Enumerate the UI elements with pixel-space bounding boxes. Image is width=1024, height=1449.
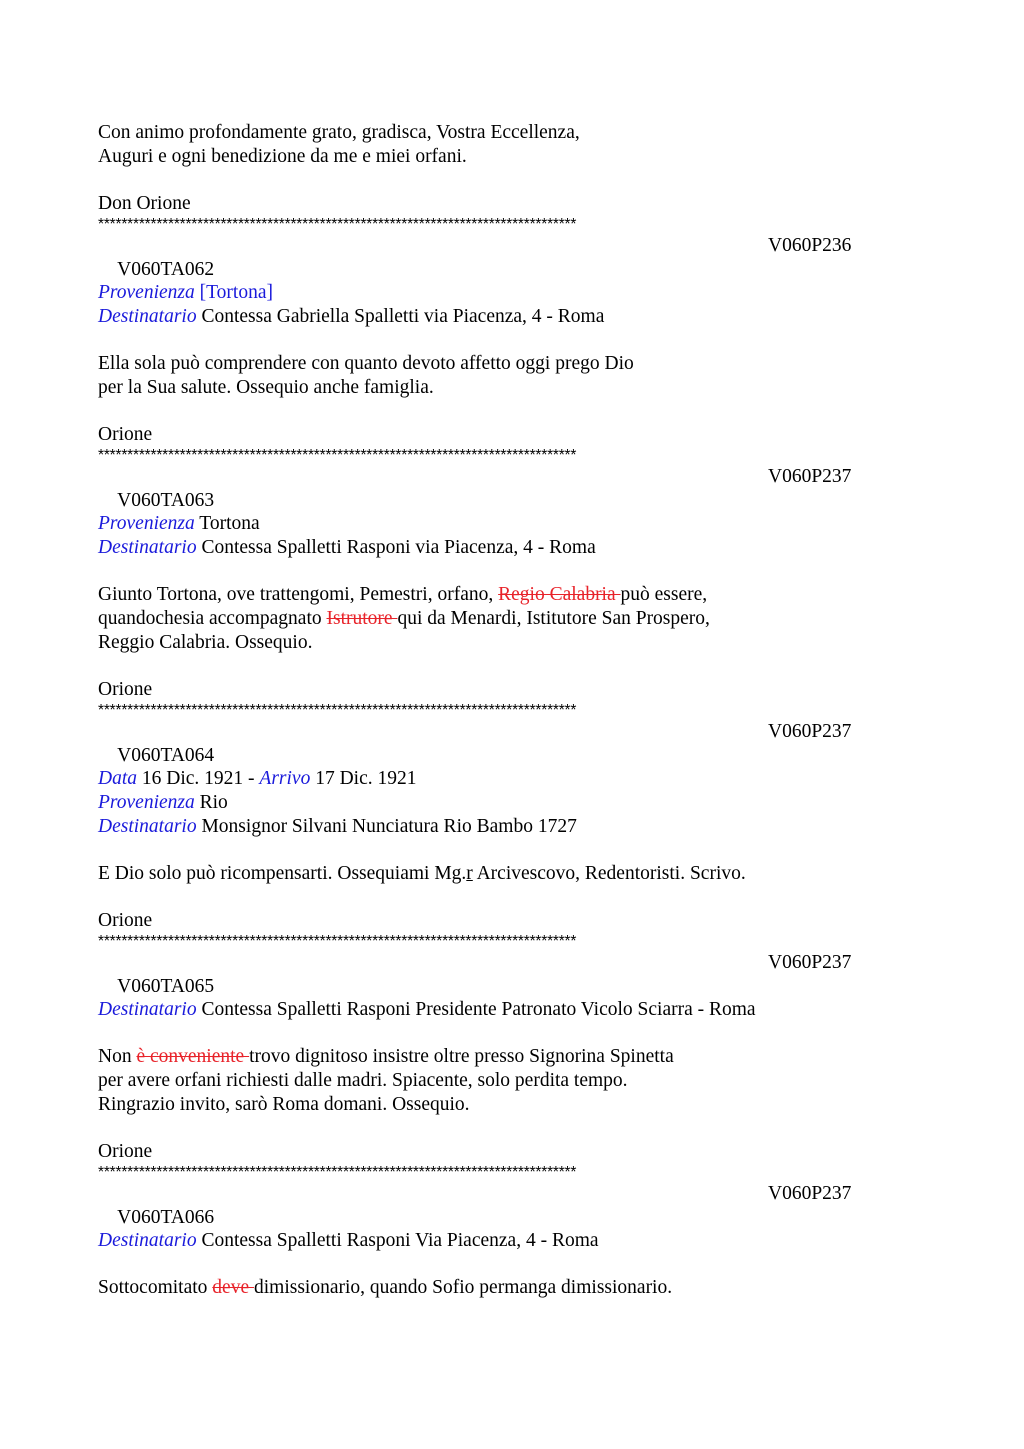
arrivo-value: 17 Dic. 1921 — [310, 768, 417, 789]
body-text: Sottocomitato — [98, 1277, 213, 1298]
entry-header — [98, 465, 938, 511]
entry-signature: Orione — [98, 1141, 153, 1162]
body-text: può essere, — [620, 584, 708, 605]
document-page — [98, 121, 938, 1300]
entry-code: V060TA063 — [117, 490, 215, 511]
entry-header — [98, 234, 938, 280]
provenienza-value: Tortona — [194, 513, 260, 534]
entry-code: V060TA064 — [117, 745, 215, 766]
provenienza-line — [98, 281, 938, 305]
destinatario-line — [98, 1229, 938, 1253]
destinatario-label: Destinatario — [98, 306, 197, 327]
separator: ********************************************************************************** — [98, 216, 577, 233]
entry-code: V060TA066 — [117, 1207, 215, 1228]
destinatario-label: Destinatario — [98, 1230, 197, 1251]
struck-text: deve — [212, 1277, 254, 1298]
destinatario-label: Destinatario — [98, 816, 197, 837]
body-text: dimissionario, quando Sofio permanga dimissionario. — [253, 1277, 673, 1298]
destinatario-line — [98, 815, 938, 839]
data-value: 16 Dic. 1921 - — [137, 768, 260, 789]
entry-code: V060TA065 — [117, 976, 215, 997]
entry-page-ref: V060P236 — [768, 235, 852, 256]
entry-page-ref: V060P237 — [768, 466, 852, 487]
entry-signature: Orione — [98, 424, 153, 445]
body-text: Non — [98, 1046, 137, 1067]
destinatario-label: Destinatario — [98, 999, 197, 1020]
body-line: per la Sua salute. Ossequio anche famiglia. — [98, 377, 434, 398]
separator: ********************************************************************************** — [98, 702, 577, 719]
body-line: Ringrazio invito, sarò Roma domani. Ossequio. — [98, 1094, 470, 1115]
destinatario-line — [98, 536, 938, 560]
body-line: Ella sola può comprendere con quanto devoto affetto oggi prego Dio — [98, 353, 634, 374]
destinatario-label: Destinatario — [98, 537, 197, 558]
body-line — [98, 607, 938, 631]
body-line: per avere orfani richiesti dalle madri. Spiacente, solo perdita tempo. — [98, 1070, 628, 1091]
entry-header — [98, 951, 938, 997]
body-line: Reggio Calabria. Ossequio. — [98, 632, 313, 653]
intro-line-2: Auguri e ogni benedizione da me e miei orfani. — [98, 146, 467, 167]
data-line — [98, 767, 938, 791]
body-line — [98, 583, 938, 607]
underlined-text: r — [466, 863, 473, 884]
body-text: E Dio solo può ricompensarti. Ossequiami Mg. — [98, 863, 467, 884]
body-text: trovo dignitoso insistre oltre presso Signorina Spinetta — [249, 1046, 674, 1067]
destinatario-value: Monsignor Silvani Nunciatura Rio Bambo 1727 — [196, 816, 577, 837]
body-line — [98, 1045, 938, 1069]
intro-line-1: Con animo profondamente grato, gradisca, Vostra Eccellenza, — [98, 122, 580, 143]
provenienza-line — [98, 512, 938, 536]
entry-page-ref: V060P237 — [768, 952, 852, 973]
body-text: quandochesia accompagnato — [98, 608, 327, 629]
struck-text: è conveniente — [136, 1046, 250, 1067]
separator: ********************************************************************************** — [98, 933, 577, 950]
entry-header — [98, 720, 938, 766]
destinatario-line — [98, 305, 938, 329]
entry-header — [98, 1182, 938, 1228]
separator: ********************************************************************************** — [98, 447, 577, 464]
destinatario-line — [98, 998, 938, 1022]
body-line — [98, 862, 938, 886]
body-text: qui da Menardi, Istitutore San Prospero, — [397, 608, 710, 629]
provenienza-label: Provenienza — [98, 282, 195, 303]
entry-page-ref: V060P237 — [768, 721, 852, 742]
entry-code: V060TA062 — [117, 259, 215, 280]
arrivo-label: Arrivo — [259, 768, 311, 789]
provenienza-line — [98, 791, 938, 815]
separator: ********************************************************************************** — [98, 1164, 577, 1181]
provenienza-value: [Tortona] — [199, 282, 273, 303]
struck-text: Regio Calabria — [498, 584, 621, 605]
entry-signature: Orione — [98, 910, 153, 931]
provenienza-label: Provenienza — [98, 792, 195, 813]
data-label: Data — [98, 768, 137, 789]
entry-page-ref: V060P237 — [768, 1183, 852, 1204]
destinatario-value: Contessa Spalletti Rasponi via Piacenza, 4 - Roma — [196, 537, 596, 558]
provenienza-value: Rio — [194, 792, 228, 813]
body-text: Arcivescovo, Redentoristi. Scrivo. — [472, 863, 746, 884]
body-line — [98, 1276, 938, 1300]
destinatario-value: Contessa Gabriella Spalletti via Piacenza, 4 - Roma — [196, 306, 605, 327]
intro-signature: Don Orione — [98, 193, 191, 214]
struck-text: Istrutore — [326, 608, 398, 629]
destinatario-value: Contessa Spalletti Rasponi Presidente Patronato Vicolo Sciarra - Roma — [196, 999, 756, 1020]
body-text: Giunto Tortona, ove trattengomi, Pemestri, orfano, — [98, 584, 499, 605]
destinatario-value: Contessa Spalletti Rasponi Via Piacenza, 4 - Roma — [196, 1230, 599, 1251]
entry-signature: Orione — [98, 679, 153, 700]
provenienza-label: Provenienza — [98, 513, 195, 534]
